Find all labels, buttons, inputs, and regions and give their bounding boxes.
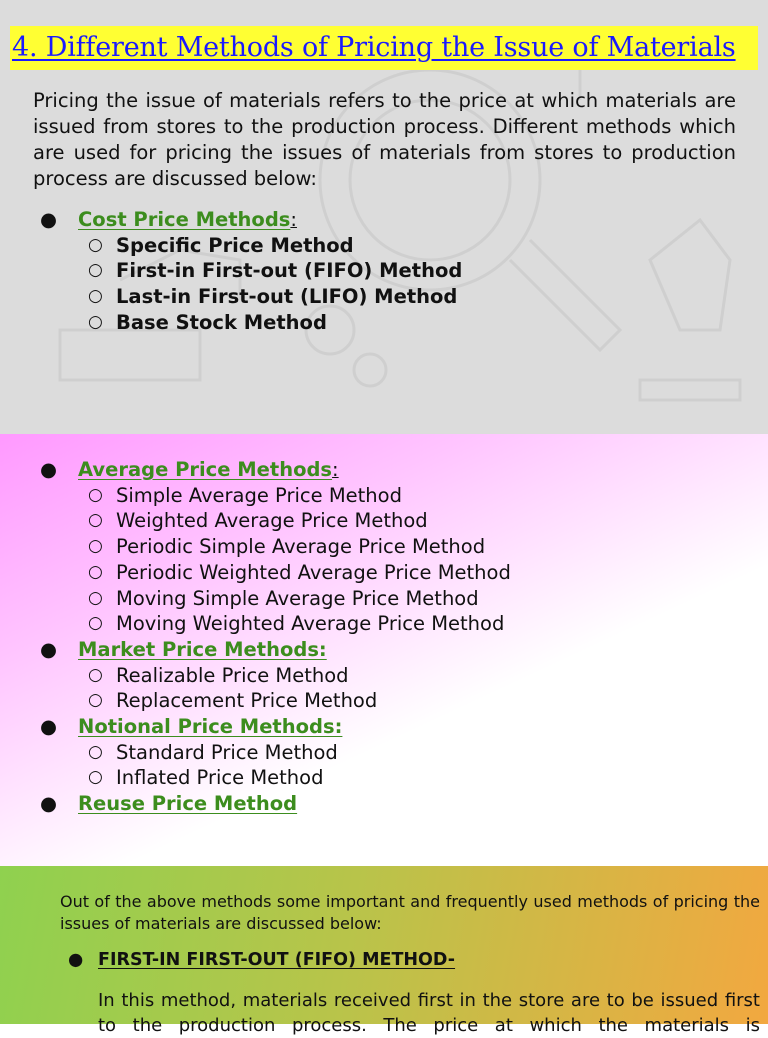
- circle-bullet-icon: ○: [88, 767, 103, 788]
- list-item: [40, 714, 511, 791]
- circle-bullet-icon: ○: [88, 286, 103, 307]
- bullet-icon: ●: [68, 950, 84, 970]
- circle-bullet-icon: ○: [88, 234, 103, 255]
- circle-bullet-icon: ○: [88, 587, 103, 608]
- method-label: Base Stock Method: [116, 310, 327, 334]
- list-item: [78, 688, 511, 714]
- list-item: [78, 284, 462, 310]
- average-price-methods: [78, 483, 511, 637]
- list-item: [40, 457, 511, 637]
- list-item: [78, 765, 511, 791]
- method-label: Specific Price Method: [116, 233, 354, 257]
- circle-bullet-icon: ○: [88, 690, 103, 711]
- list-item: [78, 560, 511, 586]
- method-label: Standard Price Method: [116, 740, 338, 764]
- category-market-price: Market Price Methods:: [78, 637, 327, 661]
- circle-bullet-icon: ○: [88, 510, 103, 531]
- page-title: 4. Different Methods of Pricing the Issue of Materials: [10, 26, 758, 70]
- method-label: Periodic Simple Average Price Method: [116, 535, 486, 559]
- category-colon: :: [290, 208, 297, 231]
- list-item: [40, 207, 462, 336]
- bullet-icon: ●: [40, 715, 58, 739]
- circle-bullet-icon: ○: [88, 536, 103, 557]
- market-price-methods: [78, 663, 511, 714]
- bullet-icon: ●: [40, 637, 58, 661]
- list-item: [78, 233, 462, 259]
- bullet-icon: ●: [40, 208, 58, 231]
- list-item: [78, 586, 511, 612]
- method-label: Simple Average Price Method: [116, 483, 402, 507]
- list-item: [40, 637, 511, 714]
- list-item: [78, 740, 511, 766]
- circle-bullet-icon: ○: [88, 311, 103, 332]
- outro-paragraph: Out of the above methods some important and frequently used methods of pricing the issues of materials are discussed below:: [60, 892, 760, 933]
- circle-bullet-icon: ○: [88, 561, 103, 582]
- fifo-heading-text: FIRST-IN FIRST-OUT (FIFO) METHOD-: [98, 950, 456, 970]
- other-methods-list: [40, 457, 511, 817]
- list-item: [78, 310, 462, 336]
- intro-paragraph: Pricing the issue of materials refers to the price at which materials are issued from stores to the production process. Different methods which are used for pricing the issues of materials from stores to production process are discussed below:: [33, 89, 736, 190]
- method-label: Last-in First-out (LIFO) Method: [116, 285, 458, 309]
- method-label: Moving Weighted Average Price Method: [116, 612, 505, 636]
- method-label: Moving Simple Average Price Method: [116, 586, 479, 610]
- method-label: First-in First-out (FIFO) Method: [116, 259, 463, 283]
- method-label: Realizable Price Method: [116, 663, 349, 687]
- list-item: [78, 534, 511, 560]
- list-item: [78, 663, 511, 689]
- notional-price-methods: [78, 740, 511, 791]
- fifo-body-text: In this method, materials received first in the store are to be issued first to the production process. The price at which the materials is: [98, 990, 760, 1036]
- list-item: [78, 258, 462, 284]
- circle-bullet-icon: ○: [88, 613, 103, 634]
- method-label: Periodic Weighted Average Price Method: [116, 560, 511, 584]
- method-label: Inflated Price Method: [116, 766, 324, 790]
- category-colon: :: [332, 458, 339, 481]
- section-other-methods: [0, 434, 768, 866]
- category-cost-price: Cost Price Methods: [78, 208, 291, 231]
- list-item: [78, 611, 511, 637]
- method-label: Replacement Price Method: [116, 689, 378, 713]
- circle-bullet-icon: ○: [88, 664, 103, 685]
- category-notional-price: Notional Price Methods:: [78, 715, 343, 739]
- cost-price-list: [40, 207, 462, 336]
- circle-bullet-icon: ○: [88, 741, 103, 762]
- bullet-icon: ●: [40, 792, 58, 816]
- list-item: [78, 483, 511, 509]
- circle-bullet-icon: ○: [88, 260, 103, 281]
- list-item: [40, 791, 511, 817]
- circle-bullet-icon: ○: [88, 484, 103, 505]
- category-average-price: Average Price Methods: [78, 458, 333, 481]
- category-reuse-price: Reuse Price Method: [78, 792, 298, 816]
- method-label: Weighted Average Price Method: [116, 509, 428, 533]
- list-item: [78, 508, 511, 534]
- section-cost-price: [0, 0, 768, 434]
- cost-price-methods: [78, 233, 462, 336]
- bullet-icon: ●: [40, 458, 58, 481]
